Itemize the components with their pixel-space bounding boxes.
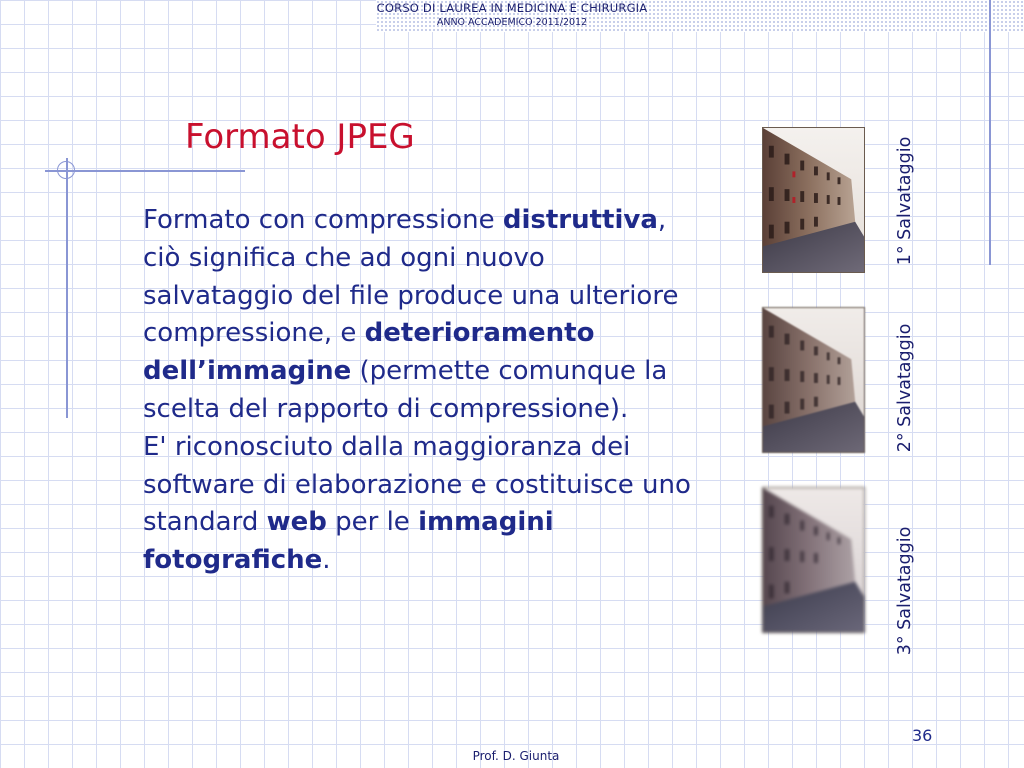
body-text-run: (permette comunque la scelta del rapporto di compressione). (143, 356, 668, 424)
body-emphasis: deterioramento dell’immagine (143, 318, 595, 387)
body-text-run: E' riconosciuto dalla maggioranza dei software di elaborazione e costituisce uno standard (143, 431, 691, 538)
body-text-run: . (322, 545, 331, 576)
body-text-run: per le (326, 507, 419, 538)
building-photo-save-1 (762, 127, 865, 273)
save-label-3: 3° Salvataggio (895, 526, 915, 656)
decor-vertical-line-right (989, 0, 991, 265)
save-label-2: 2° Salvataggio (895, 323, 915, 453)
body-text-run: Formato con compressione (143, 205, 503, 235)
decor-vertical-line-left (66, 158, 68, 418)
decor-circle (57, 161, 75, 179)
body-text-run: , ciò significa che ad ogni nuovo salvataggio del file produce una ulteriore compressione, e (143, 205, 679, 349)
slide-body-text (143, 202, 703, 580)
course-header (376, 0, 648, 27)
footer (0, 750, 1024, 762)
slide-title: Formato JPEG (185, 117, 415, 157)
body-emphasis: distruttiva (502, 205, 658, 235)
save-label-1: 1° Salvataggio (895, 136, 915, 266)
building-photo-save-2 (762, 307, 865, 453)
decor-horizontal-line-left (45, 170, 245, 172)
course-title: CORSO DI LAUREA IN MEDICINA E CHIRURGIA (376, 1, 648, 15)
author-name: Prof. D. Giunta (472, 749, 560, 763)
page-number: 36 (912, 726, 933, 745)
building-photo-save-3 (762, 487, 865, 633)
academic-year: ANNO ACCADEMICO 2011/2012 (436, 16, 588, 28)
body-emphasis: immagini fotografiche (143, 507, 554, 576)
body-emphasis: web (266, 507, 327, 538)
